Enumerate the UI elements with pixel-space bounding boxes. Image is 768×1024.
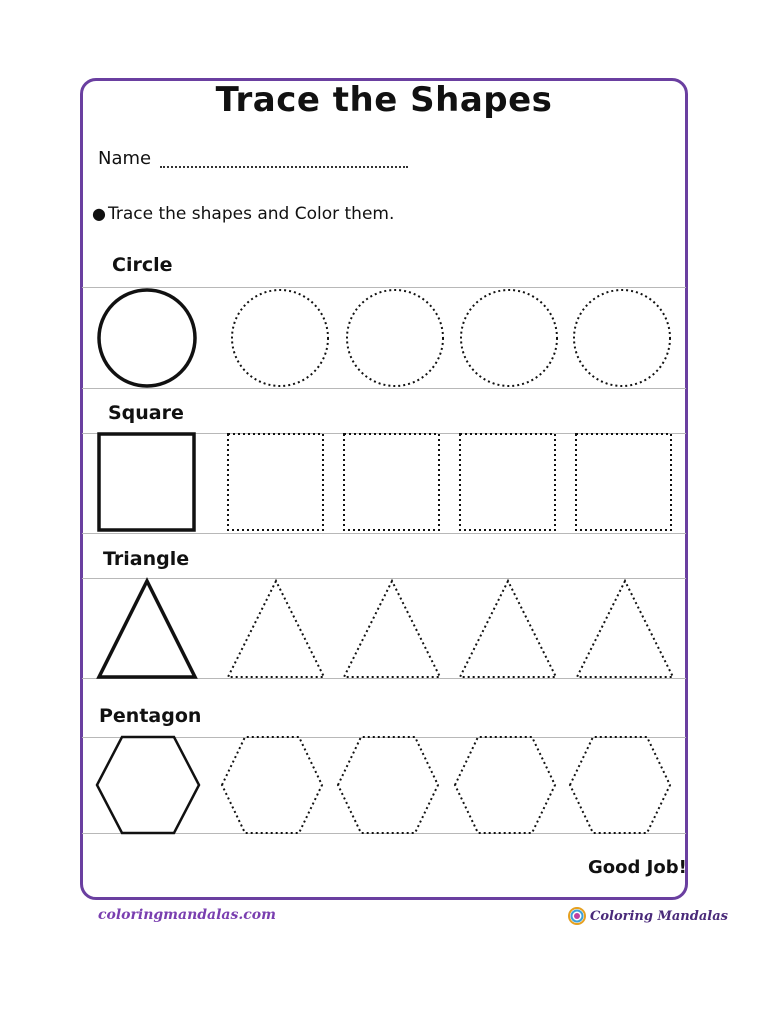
square-model bbox=[99, 434, 194, 530]
circle-trace[interactable] bbox=[232, 290, 328, 386]
bullet-icon: ● bbox=[92, 204, 106, 223]
pentagon-trace[interactable] bbox=[222, 737, 322, 833]
triangle-trace[interactable] bbox=[228, 581, 324, 677]
circle-trace[interactable] bbox=[461, 290, 557, 386]
square-trace[interactable] bbox=[344, 434, 439, 530]
triangle-model bbox=[99, 581, 195, 677]
square-trace[interactable] bbox=[576, 434, 671, 530]
triangle-trace[interactable] bbox=[577, 581, 673, 677]
brand-name: Coloring Mandalas bbox=[590, 908, 728, 924]
triangle-trace[interactable] bbox=[344, 581, 440, 677]
pentagon-trace[interactable] bbox=[570, 737, 670, 833]
section-label-circle: Circle bbox=[112, 254, 173, 276]
circle-trace[interactable] bbox=[347, 290, 443, 386]
site-url: coloringmandalas.com bbox=[98, 907, 276, 923]
name-label: Name bbox=[98, 148, 152, 169]
square-trace[interactable] bbox=[228, 434, 323, 530]
section-label-pentagon: Pentagon bbox=[99, 705, 202, 727]
brand-logo bbox=[568, 906, 728, 926]
instruction-text: Trace the shapes and Color them. bbox=[107, 204, 395, 224]
worksheet-title: Trace the Shapes bbox=[215, 80, 553, 120]
section-label-triangle: Triangle bbox=[103, 548, 190, 570]
square-trace[interactable] bbox=[460, 434, 555, 530]
pentagon-trace[interactable] bbox=[338, 737, 438, 833]
triangle-trace[interactable] bbox=[460, 581, 556, 677]
pentagon-model bbox=[97, 737, 199, 833]
circle-model bbox=[99, 290, 195, 386]
section-label-square: Square bbox=[108, 402, 184, 424]
circle-trace[interactable] bbox=[574, 290, 670, 386]
pentagon-trace[interactable] bbox=[455, 737, 555, 833]
good-job-text: Good Job! bbox=[588, 857, 687, 878]
mandala-logo-icon bbox=[568, 907, 586, 925]
